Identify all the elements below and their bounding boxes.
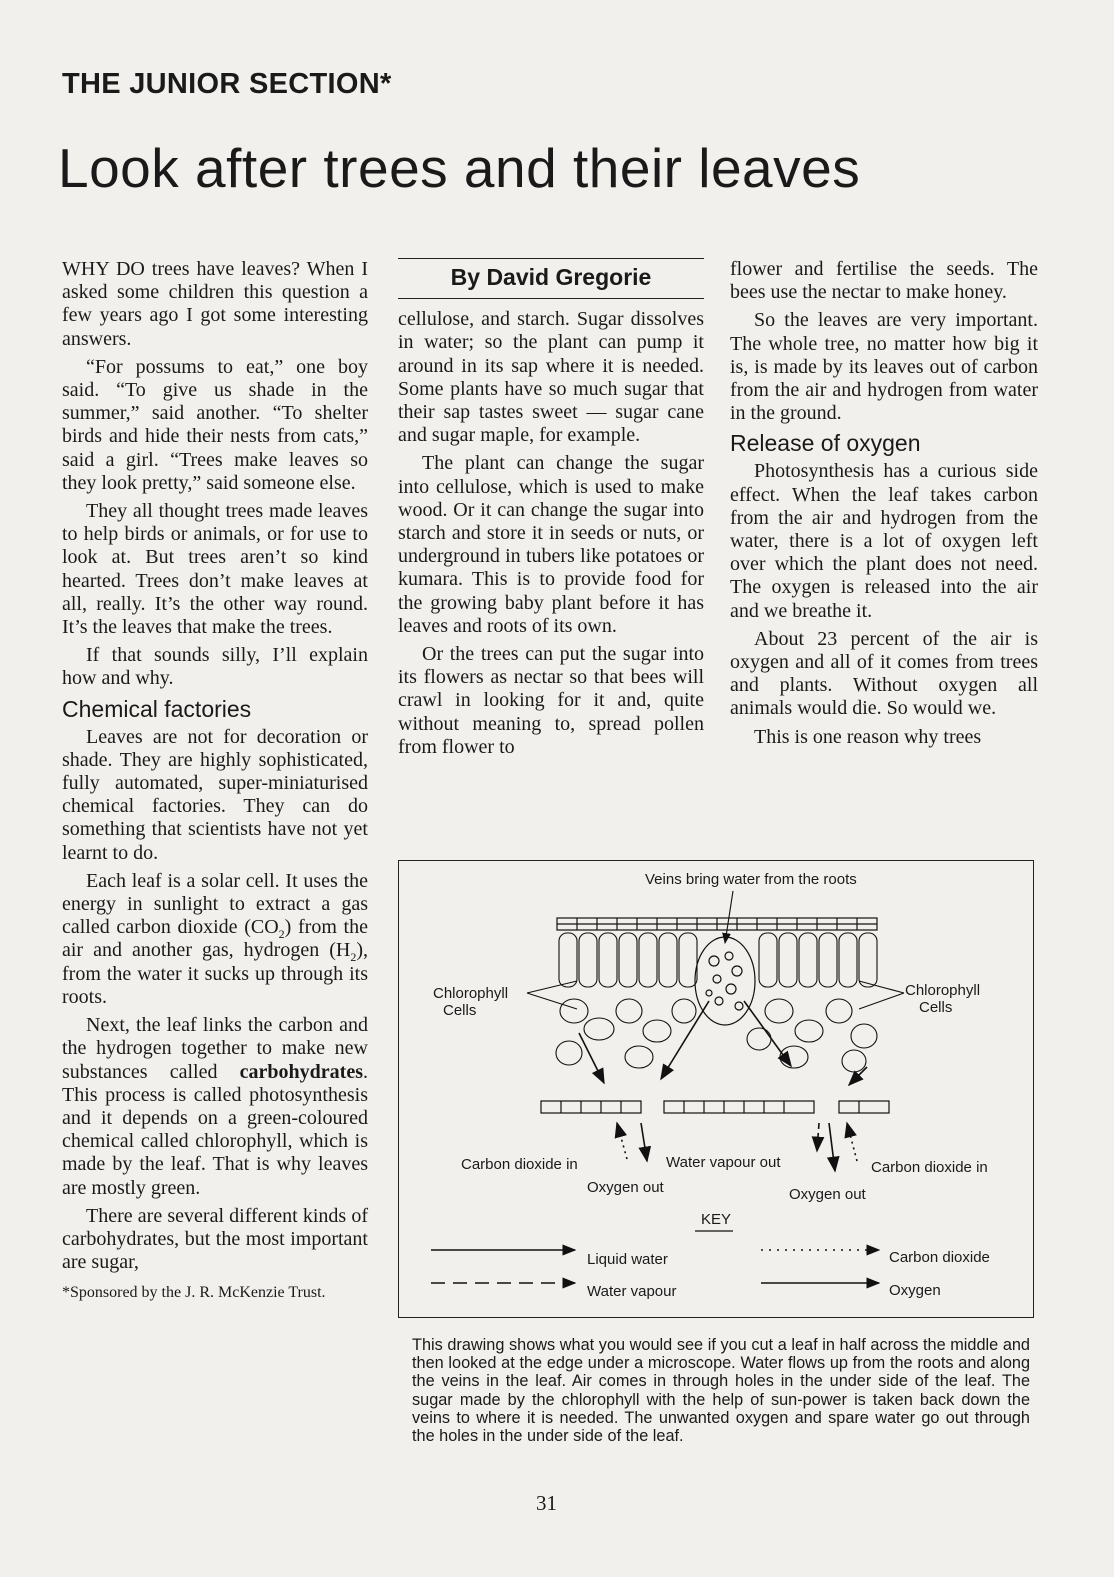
paragraph: “For possums to eat,” one boy said. “To give us shade in the summer,” said another. “To shelter birds and hide their nests from cats,” said a girl. “Trees make leaves so they look pretty,” said someone else. [62,355,368,494]
spongy-cells [556,999,877,1072]
vein [695,937,755,1025]
pointer-lines [527,891,904,1009]
label-veins: Veins bring water from the roots [645,871,857,888]
paragraph: Or the trees can put the sugar into its flowers as nectar so that bees will crawl in looking for it and, quite without meaning to, spread pollen from flower to [398,643,704,758]
paragraph: There are several different kinds of carbohydrates, but the most important are sugar, [62,1204,368,1274]
label-water-vapour-out: Water vapour out [666,1154,781,1171]
arrows [579,1001,867,1171]
column-3 [730,258,1038,754]
paragraph: This is one reason why trees [754,725,982,748]
bold-term: carbohydrates [239,1060,363,1083]
paragraph: WHY DO trees have leaves? When I asked some children this question a few years ago I got some interesting answers. [62,258,368,350]
subheading-chemical-factories: Chemical factories [62,695,252,722]
label-cells-left: Cells [443,1002,477,1019]
diagram-caption: This drawing shows what you would see if you cut a leaf in half across the middle and then looked at the edge under a microscope. Water flows up from the roots and along the veins in the leaf. Air comes in through holes in the under side of the leaf. The sugar made by the chlorophyll with the help of sun-power is taken back down the veins to where it is needed. The unwanted oxygen and spare water go out through the holes in the under side of the leaf. [412,1336,1030,1446]
paragraph: cellulose, and starch. Sugar dissolves in water; so the plant can pump it around in its sap where it is needed. Some plants have so much sugar that their sap tastes sweet — sugar cane and sugar maple, for example. [398,308,704,447]
paragraph: If that sounds silly, I’ll explain how and why. [62,644,368,690]
label-oxygen-out-right: Oxygen out [789,1186,866,1203]
column-1 [62,258,368,1302]
label-chlorophyll-left: Chlorophyll [433,985,509,1002]
key-title: KEY [701,1211,732,1228]
label-co2-in-left: Carbon dioxide in [461,1156,578,1173]
label-co2-in-right: Carbon dioxide in [871,1159,988,1176]
label-cells-right: Cells [919,999,953,1016]
palisade-cells [559,933,877,987]
paragraph: Photosynthesis has a curious side effect. When the leaf takes carbon from the air and hydrogen from the water, there is a lot of oxygen left over which the plant does not need. The oxygen is released into the air and we breathe it. [730,460,1038,622]
paragraph: The plant can change the sugar into cellulose, which is used to make wood. Or it can change the sugar into starch and store it in seeds or nuts, or underground in tubers like potatoes or kumara. This is to provide food for the growing baby plant before it has leaves and roots of its own. [398,452,704,637]
headline: Look after trees and their leaves [58,137,861,199]
upper-epidermis [557,918,877,930]
leaf-cross-section-diagram [398,860,1034,1318]
section-label: THE JUNIOR SECTION* [62,68,392,100]
column-2 [398,258,704,764]
footnote: *Sponsored by the J. R. McKenzie Trust. [62,1284,326,1302]
paragraph: Next, the leaf links the carbon and the hydrogen together to make new substances called carbohydrates. This process is called photosynthesis and it depends on a green-coloured chemical called chlorophyll, which is made by the leaf. That is why leaves are mostly green. [62,1014,368,1199]
paragraph: So the leaves are very important. The whole tree, no matter how big it is, is made by its leaves out of carbon from the air and hydrogen from water in the ground. [730,309,1038,425]
label-chlorophyll-right: Chlorophyll [905,982,981,999]
label-oxygen-out-left: Oxygen out [587,1179,664,1196]
paragraph: About 23 percent of the air is oxygen and all of it comes from trees and plants. Without oxygen all animals would die. So would we. [730,627,1038,720]
byline: By David Gregorie [398,258,704,299]
paragraph: flower and fertilise the seeds. The bees use the nectar to make honey. [730,258,1038,304]
key-oxygen: Oxygen [889,1282,941,1299]
paragraph: Each leaf is a solar cell. It uses the energy in sunlight to extract a gas called carbon dioxide $(CO_2)$ from the air and another gas, hydrogen $(H_2)$, from the water it sucks up through its roots. [62,869,368,1008]
page-number: 31 [536,1491,557,1515]
lower-epidermis [541,1101,889,1113]
subheading-release-of-oxygen: Release of oxygen [730,430,921,457]
key-liquid-water: Liquid water [587,1251,668,1268]
key-carbon-dioxide: Carbon dioxide [889,1249,990,1266]
key-water-vapour: Water vapour [587,1283,677,1300]
paragraph: Leaves are not for decoration or shade. They are highly sophisticated, fully automated, super-miniaturised chemical factories. They can do something that scientists have not yet learnt to do. [62,725,368,864]
paragraph: They all thought trees made leaves to help birds or animals, or for use to look at. But trees aren’t so kind hearted. Trees don’t make leaves at all, really. It’s the other way round. It’s the leaves that make the trees. [62,500,368,639]
